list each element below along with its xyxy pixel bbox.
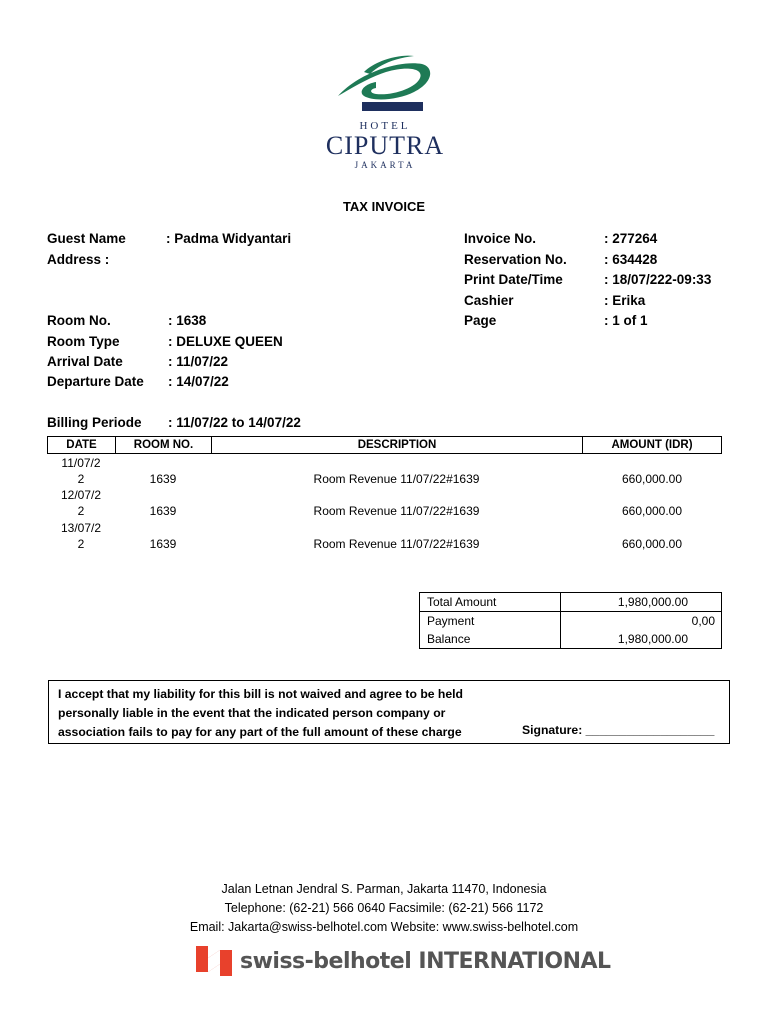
- swiss-belhotel-mark-icon: [194, 944, 234, 978]
- logo-hotel-text: HOTEL: [359, 120, 411, 132]
- swiss-belhotel-wordmark: swiss-belhotel INTERNATIONAL: [240, 948, 611, 974]
- guest-name-label: Guest Name: [47, 231, 126, 246]
- header-amount: AMOUNT (IDR): [611, 439, 693, 451]
- payment-row: [420, 612, 721, 630]
- liability-line-3: association fails to pay for any part of the full amount of these charge: [58, 725, 462, 739]
- header-date: DATE: [48, 437, 116, 453]
- cashier-label: Cashier: [464, 293, 514, 308]
- row-date-part2: 2: [77, 504, 85, 518]
- row-amount: 660,000.00: [621, 504, 683, 518]
- liability-statement-box: [48, 680, 730, 744]
- total-amount-label: Total Amount: [420, 593, 561, 611]
- balance-label: Balance: [420, 630, 561, 648]
- swiss-belhotel-logo: [194, 944, 611, 978]
- billing-period-value: : 11/07/22 to 14/07/22: [168, 415, 301, 430]
- table-row: [0, 520, 768, 552]
- header-room-no: ROOM NO.: [116, 437, 212, 453]
- total-amount-row: [420, 593, 721, 612]
- row-room: 1639: [149, 472, 177, 486]
- page-label: Page: [464, 313, 497, 328]
- payment-label: Payment: [420, 612, 561, 630]
- page-value: : 1 of 1: [604, 313, 648, 328]
- row-date-part1: 11/07/2: [61, 456, 101, 470]
- document-title: TAX INVOICE: [342, 199, 426, 214]
- reservation-no-label: Reservation No.: [464, 252, 567, 267]
- table-row: [0, 455, 768, 487]
- row-amount: 660,000.00: [621, 472, 683, 486]
- balance-row: [420, 630, 721, 648]
- row-date-part1: 13/07/2: [60, 521, 102, 535]
- print-datetime-label: Print Date/Time: [464, 272, 563, 287]
- totals-box: [419, 592, 722, 649]
- row-amount: 660,000.00: [621, 537, 683, 551]
- balance-value: 1,980,000.00: [617, 632, 688, 646]
- row-date-part2: 2: [77, 472, 85, 486]
- room-type-label: Room Type: [47, 334, 120, 349]
- invoice-no-label: Invoice No.: [464, 231, 537, 246]
- guest-name-value: : Padma Widyantari: [166, 231, 292, 246]
- signature-line: Signature: ___________________: [522, 723, 715, 737]
- header-description: DESCRIPTION: [212, 437, 583, 453]
- row-date-part2: 2: [77, 537, 85, 551]
- reservation-no-value: : 634428: [604, 252, 658, 267]
- table-row: [0, 487, 768, 519]
- arrival-date-value: : 11/07/22: [168, 354, 229, 369]
- ciputra-emblem-icon: [330, 52, 440, 116]
- row-description: Room Revenue 11/07/22#1639: [313, 472, 480, 486]
- departure-date-label: Departure Date: [47, 374, 144, 389]
- arrival-date-label: Arrival Date: [47, 354, 123, 369]
- invoice-no-value: : 277264: [604, 231, 658, 246]
- total-amount-value: 1,980,000.00: [617, 595, 688, 609]
- cashier-value: : Erika: [604, 293, 646, 308]
- room-no-value: : 1638: [168, 313, 207, 328]
- items-table-header: [47, 436, 722, 454]
- row-room: 1639: [149, 537, 177, 551]
- row-date-part1: 12/07/2: [60, 488, 102, 502]
- liability-statement-text: [58, 685, 463, 742]
- departure-date-value: : 14/07/22: [168, 374, 229, 389]
- room-no-label: Room No.: [47, 313, 111, 328]
- billing-period-label: Billing Periode: [47, 415, 142, 430]
- liability-line-1: I accept that my liability for this bill is not waived and agree to be held: [58, 687, 463, 701]
- row-description: Room Revenue 11/07/22#1639: [313, 537, 480, 551]
- hotel-logo: [318, 52, 452, 170]
- logo-brand-text: CIPUTRA: [325, 131, 445, 160]
- payment-value: 0,00: [691, 614, 715, 628]
- row-description: Room Revenue 11/07/22#1639: [313, 504, 480, 518]
- footer-phone: Telephone: (62-21) 566 0640 Facsimile: (62-21) 566 1172: [224, 901, 544, 915]
- address-label: Address :: [47, 252, 110, 267]
- print-datetime-value: : 18/07/222-09:33: [604, 272, 712, 287]
- footer-email: Email: Jakarta@swiss-belhotel.com Website: www.swiss-belhotel.com: [189, 920, 579, 934]
- row-room: 1639: [149, 504, 177, 518]
- footer-address: Jalan Letnan Jendral S. Parman, Jakarta 11470, Indonesia: [221, 882, 547, 896]
- room-type-value: : DELUXE QUEEN: [168, 334, 283, 349]
- liability-line-2: personally liable in the event that the indicated person company or: [58, 706, 446, 720]
- logo-city-text: JAKARTA: [354, 160, 416, 170]
